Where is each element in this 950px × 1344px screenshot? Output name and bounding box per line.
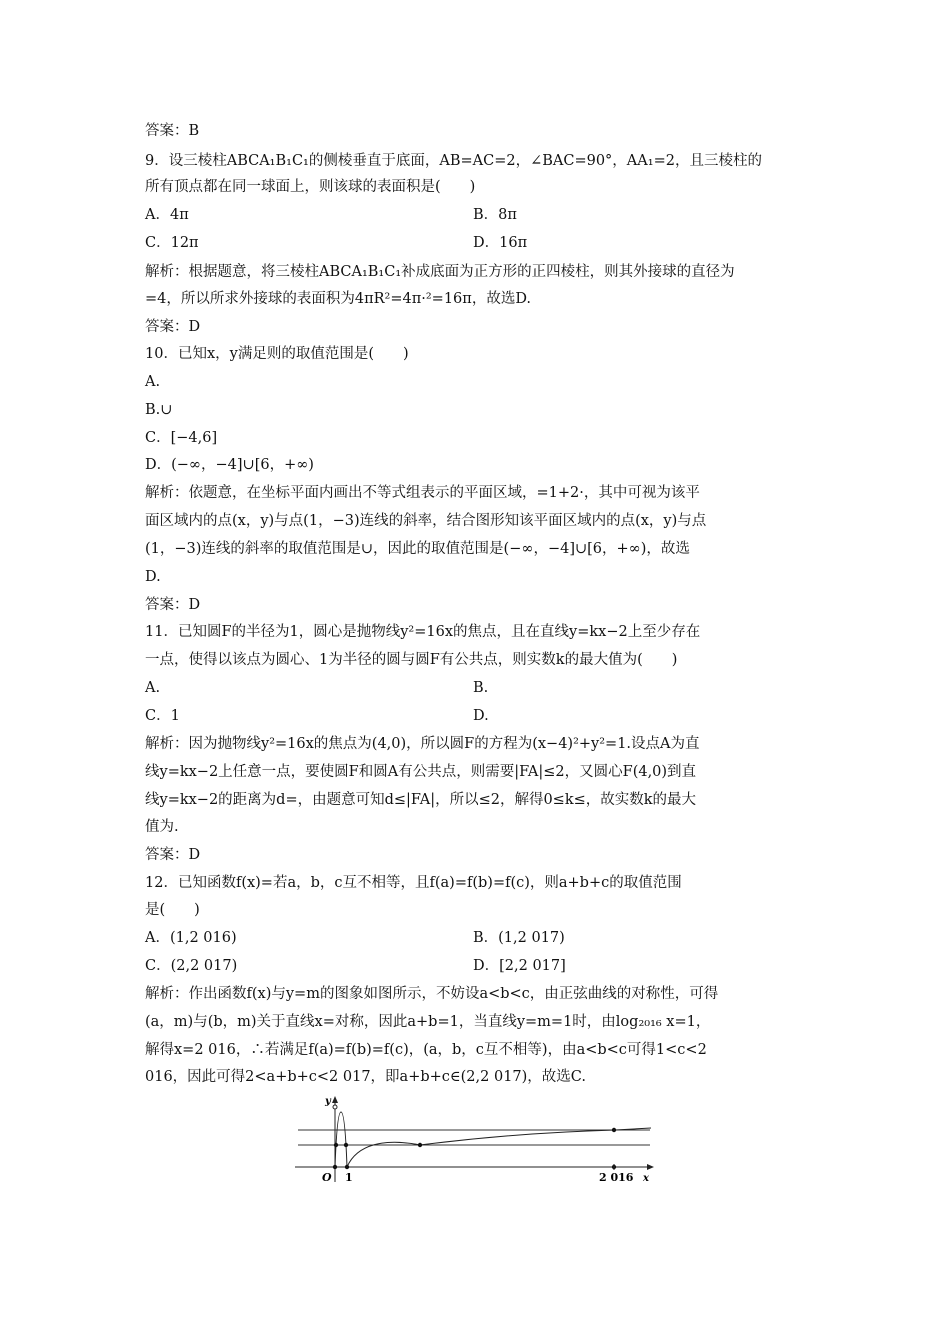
text-line: B.	[473, 680, 489, 696]
text-line: 10．已知x，y满足则的取值范围是( )	[145, 346, 409, 362]
text-line: 9．设三棱柱ABCA₁B₁C₁的侧棱垂直于底面，AB=AC=2，∠BAC=90°，AA₁=2，且三棱柱的	[145, 153, 762, 169]
x-label: x	[643, 1173, 649, 1184]
x-axis-arrow	[647, 1164, 654, 1170]
text-line: 线y=kx−2的距离为d=，由题意可知d≤|FA|，所以≤2，解得0≤k≤，故实数k的最大	[145, 792, 697, 808]
point-b	[344, 1143, 348, 1147]
text-line: 解析：依题意，在坐标平面内画出不等式组表示的平面区域，=1+2·，其中可视为该平	[145, 485, 700, 501]
sine-curve	[335, 1112, 347, 1167]
point-origin	[333, 1165, 337, 1169]
text-line: B．8π	[473, 207, 517, 223]
text-line: 解析：根据题意，将三棱柱ABCA₁B₁C₁补成底面为正方形的正四棱柱，则其外接球的直径为	[145, 264, 735, 280]
text-line: C．[−4,6]	[145, 430, 218, 446]
text-line: C．(2,2 017)	[145, 958, 238, 974]
open-point	[333, 1105, 337, 1109]
text-line: 答案：B	[145, 123, 200, 139]
point-1	[345, 1165, 349, 1169]
text-line: 解析：因为抛物线y²=16x的焦点为(4,0)，所以圆F的方程为(x−4)²+y²=1.设点A为直	[145, 736, 700, 752]
text-line: A．(1,2 016)	[145, 930, 237, 946]
tick-label-2016: 2 016	[599, 1171, 634, 1184]
text-line: 答案：D	[145, 847, 201, 863]
text-line: D.	[473, 708, 489, 724]
text-line: A．4π	[145, 207, 189, 223]
text-line: 是( )	[145, 902, 200, 918]
text-line: 解析：作出函数f(x)与y=m的图象如图所示，不妨设a<b<c，由正弦曲线的对称性，可得	[145, 986, 719, 1002]
y-axis-arrow	[332, 1096, 338, 1103]
point-c	[418, 1143, 422, 1147]
text-line: 面区域内的点(x，y)与点(1，−3)连线的斜率，结合图形知该平面区域内的点(x，y)与点	[145, 513, 707, 529]
point-a	[334, 1143, 338, 1147]
tick-label-1: 1	[345, 1171, 353, 1184]
text-line: 值为.	[145, 819, 179, 835]
text-line: 所有顶点都在同一球面上，则该球的表面积是( )	[145, 179, 476, 195]
text-line: 答案：D	[145, 597, 201, 613]
text-line: A.	[145, 374, 161, 390]
text-line: D.	[145, 569, 161, 585]
function-graph-figure	[295, 1094, 665, 1186]
text-line: (1，−3)连线的斜率的取值范围是∪，因此的取值范围是(−∞，−4]∪[6，+∞)，故选	[145, 541, 690, 557]
text-line: D．16π	[473, 235, 528, 251]
text-line: B.∪	[145, 402, 173, 418]
text-line: 一点，使得以该点为圆心、1为半径的圆与圆F有公共点，则实数k的最大值为( )	[145, 652, 678, 668]
text-line: 11．已知圆F的半径为1，圆心是抛物线y²=16x的焦点，且在直线y=kx−2上至少存在	[145, 624, 701, 640]
log-curve	[347, 1128, 651, 1167]
text-line: D．(−∞，−4]∪[6，+∞)	[145, 457, 314, 473]
text-line: A.	[145, 680, 161, 696]
text-line: (a，m)与(b，m)关于直线x=对称，因此a+b=1，当直线y=m=1时，由log₂₀₁₆ x=1，	[145, 1014, 711, 1030]
origin-label: O	[322, 1171, 332, 1184]
text-line: C．12π	[145, 235, 199, 251]
text-line: C．1	[145, 708, 180, 724]
text-line: 线y=kx−2上任意一点，要使圆F和圆A有公共点，则需要|FA|≤2，又圆心F(4,0)到直	[145, 764, 697, 780]
text-line: 12．已知函数f(x)=若a，b，c互不相等，且f(a)=f(b)=f(c)，则a+b+c的取值范围	[145, 875, 682, 891]
text-line: 答案：D	[145, 319, 201, 335]
text-line: 解得x=2 016，∴若满足f(a)=f(b)=f(c)，(a，b，c互不相等)，由a<b<c可得1<c<2	[145, 1042, 707, 1058]
text-line: B．(1,2 017)	[473, 930, 565, 946]
text-line: =4，所以所求外接球的表面积为4πR²=4π·²=16π，故选D.	[145, 291, 532, 307]
text-line: D．[2,2 017]	[473, 958, 566, 974]
text-line: 016，因此可得2<a+b+c<2 017，即a+b+c∈(2,2 017)，故选C.	[145, 1069, 586, 1085]
y-label: y	[325, 1096, 331, 1107]
point-2016-top	[612, 1128, 616, 1132]
